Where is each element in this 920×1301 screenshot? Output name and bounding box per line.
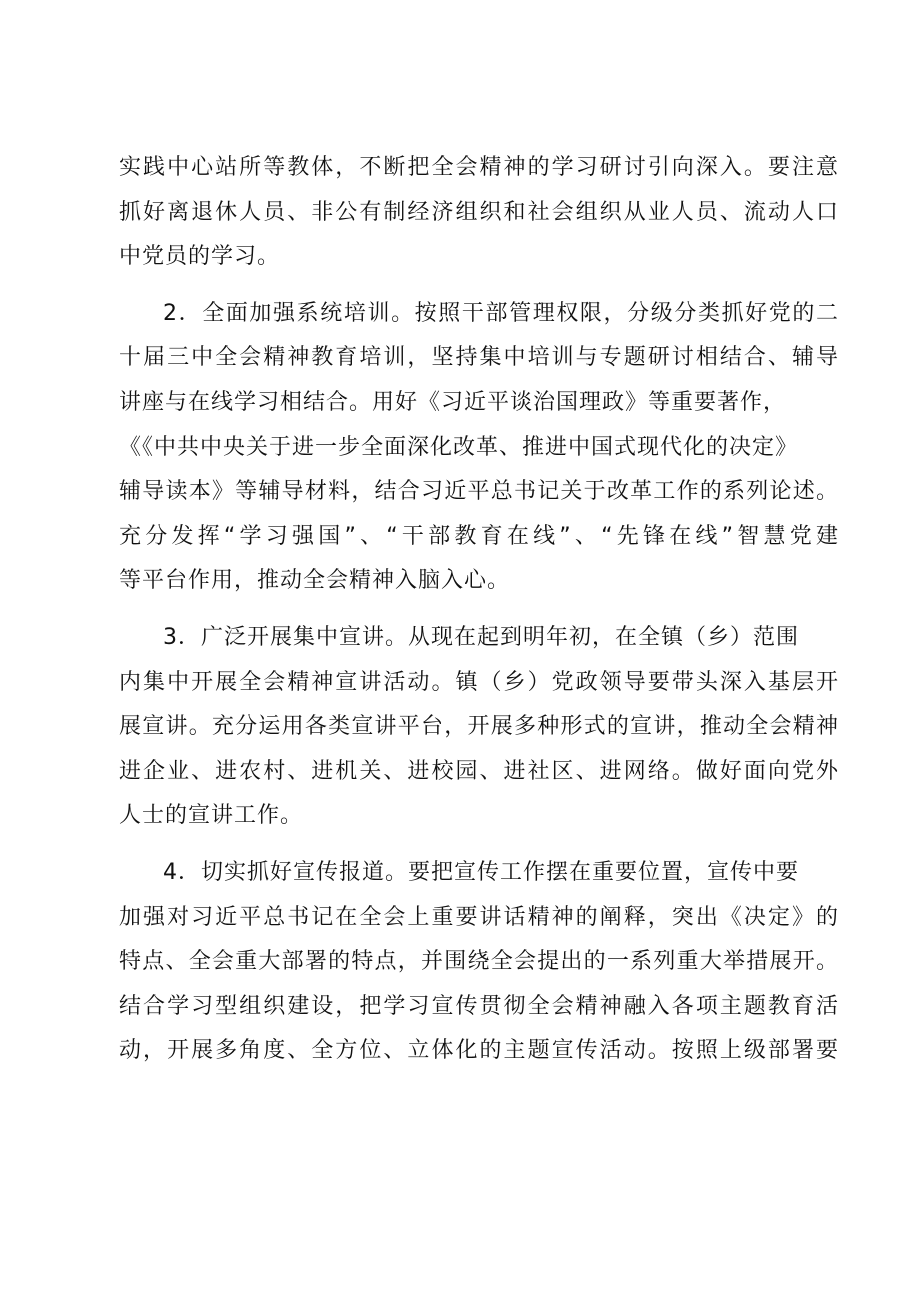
paragraph-item-4 [119, 851, 839, 1074]
text-line: 进企业、进农村、进机关、进校园、进社区、进网络。做好面向党外 [119, 758, 839, 784]
document-body [119, 146, 839, 1074]
paragraph-item-3 [119, 616, 839, 839]
text-line: 加强对习近平总书记在全会上重要讲话精神的阐释，突出《决定》的 [119, 904, 839, 930]
paragraph-item-2 [119, 292, 839, 604]
text-line: 实践中心站所等教体，不断把全会精神的学习研讨引向深入。要注意 [119, 155, 839, 180]
text-line: 展宣讲。充分运用各类宣讲平台，开展多种形式的宣讲，推动全会精神 [119, 714, 839, 740]
text-line: 动，开展多角度、全方位、立体化的主题宣传活动。按照上级部署要 [119, 1038, 839, 1064]
text-line: 4．切实抓好宣传报道。要把宣传工作摆在重要位置，宣传中要 [163, 859, 799, 885]
text-line: 特点、全会重大部署的特点，并围绕全会提出的一系列重大举措展开。 [119, 949, 839, 975]
text-line: 内集中开展全会精神宣讲活动。镇（乡）党政领导要带头深入基层开 [119, 669, 839, 695]
text-line: 人士的宣讲工作。 [119, 803, 304, 829]
text-line: 3．广泛开展集中宣讲。从现在起到明年初，在全镇（乡）范围 [163, 624, 799, 650]
text-line: 充分发挥“学习强国”、“干部教育在线”、“先锋在线”智慧党建 [119, 523, 839, 549]
text-line: 中党员的学习。 [119, 244, 281, 270]
text-line: 十届三中全会精神教育培训，坚持集中培训与专题研讨相结合、辅导 [119, 345, 839, 371]
text-line: 讲座与在线学习相结合。用好《习近平谈治国理政》等重要著作， [119, 389, 787, 415]
paragraph-gap [119, 280, 839, 292]
text-line: 结合学习型组织建设，把学习宣传贯彻全会精神融入各项主题教育活 [119, 993, 839, 1019]
paragraph-gap [119, 839, 839, 851]
text-line: 辅导读本》等辅导材料，结合习近平总书记关于改革工作的系列论述。 [119, 479, 839, 505]
paragraph-gap [119, 604, 839, 616]
text-line: 2．全面加强系统培训。按照干部管理权限，分级分类抓好党的二 [163, 300, 839, 326]
text-line: 抓好离退休人员、非公有制经济组织和社会组织从业人员、流动人口 [119, 199, 839, 225]
paragraph-continuation [119, 146, 839, 280]
text-line: 等平台作用，推动全会精神入脑入心。 [119, 568, 511, 594]
text-line: 《《中共中央关于进一步全面深化改革、推进中国式现代化的决定》 [119, 434, 799, 460]
